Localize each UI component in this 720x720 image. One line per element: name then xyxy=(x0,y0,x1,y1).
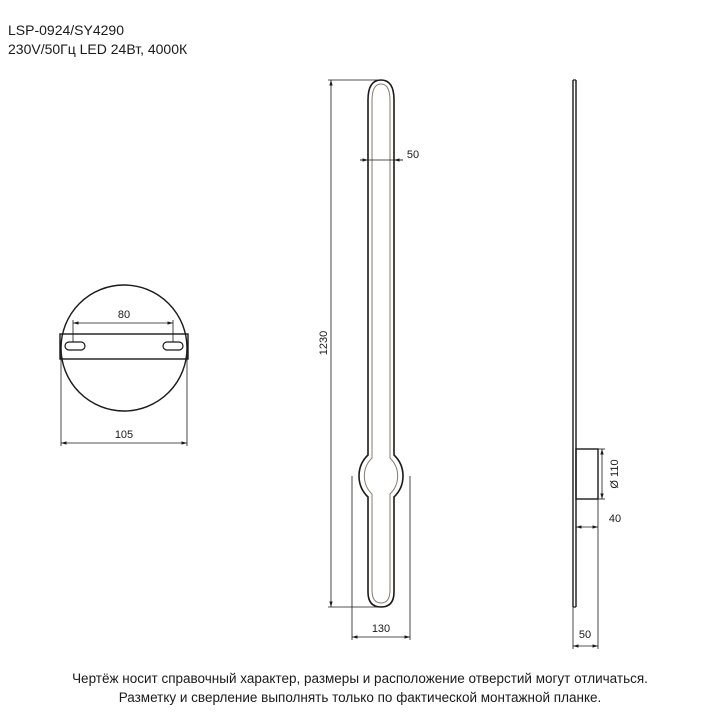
plate-circle xyxy=(61,285,187,411)
lamp-side-view xyxy=(573,80,621,649)
dim-80-label: 80 xyxy=(117,309,131,321)
bracket-slot-left xyxy=(65,342,85,350)
electrical-specs: 230V/50Гц LED 24Вт, 4000К xyxy=(8,41,188,57)
wall-base xyxy=(576,449,598,499)
dim-130-label: 130 xyxy=(371,623,391,635)
mounting-bracket xyxy=(60,334,188,359)
mounting-plate-view xyxy=(60,285,188,446)
disclaimer-line-1: Чертёж носит справочный характер, размеры и расположение отверстий могут отличаться. xyxy=(72,671,648,686)
dim-50-label: 50 xyxy=(406,149,420,161)
lamp-frame-outer xyxy=(359,80,403,607)
lamp-frame-inner xyxy=(364,84,397,603)
dim-110-label: Ø 110 xyxy=(609,459,621,489)
bracket-slot-right xyxy=(163,342,183,350)
dim-profile-50-label: 50 xyxy=(578,629,592,641)
lamp-front-view xyxy=(318,80,419,640)
disclaimer-line-2: Разметку и сверление выполнять только по фактической монтажной планке. xyxy=(118,690,602,705)
dim-40-label: 40 xyxy=(608,513,622,525)
dim-105-label: 105 xyxy=(114,429,134,441)
dim-1230-label: 1230 xyxy=(318,330,330,356)
model-code: LSP-0924/SY4290 xyxy=(8,22,124,38)
